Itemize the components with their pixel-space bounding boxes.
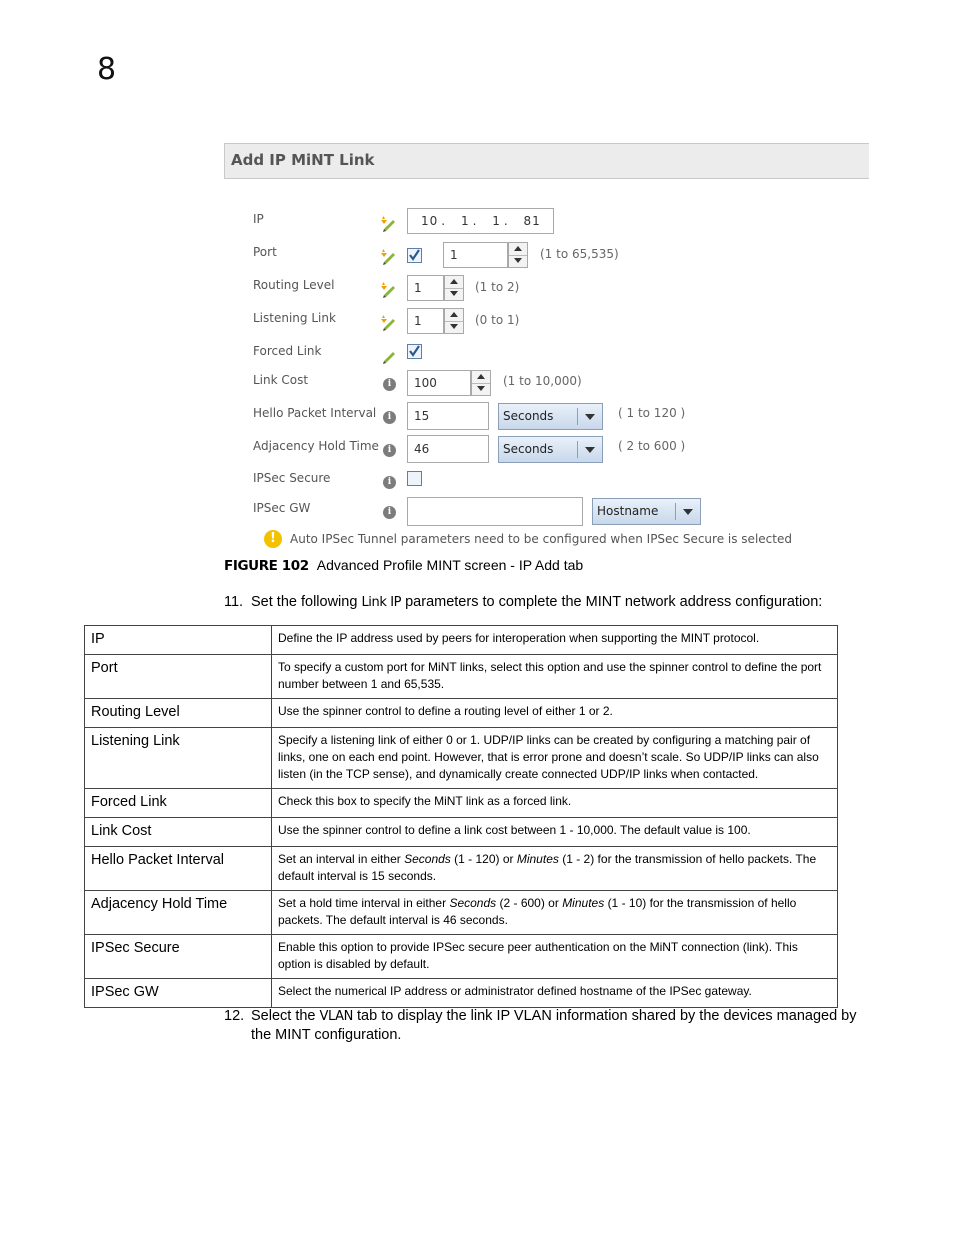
step-text: Select the	[251, 1008, 316, 1024]
adjacency-hold-unit-dropdown[interactable]	[498, 436, 603, 463]
adjacency-hold-time-input[interactable]: 46	[407, 435, 489, 463]
required-pencil-icon	[381, 249, 397, 265]
ip-octet-4[interactable]: 81	[523, 214, 541, 228]
spinner-down-button[interactable]	[445, 321, 463, 333]
step-text-continued: the MINT configuration.	[251, 1027, 402, 1043]
info-icon: i	[383, 411, 396, 424]
forced-link-row	[224, 344, 870, 374]
forced-link-label: Forced Link	[253, 344, 322, 358]
port-checkbox[interactable]	[407, 248, 422, 263]
arrow-down-icon	[514, 258, 522, 263]
step-text: Set the following	[251, 594, 358, 610]
port-row	[224, 245, 870, 275]
routing-level-label: Routing Level	[253, 278, 335, 292]
step-number: 12.	[224, 1008, 245, 1024]
info-icon: i	[383, 378, 396, 391]
listening-link-label: Listening Link	[253, 311, 336, 325]
param-description: Define the IP address used by peers for interoperation when supporting the MINT protocol.	[272, 626, 838, 655]
param-name: IPSec Secure	[85, 935, 272, 979]
table-row	[85, 847, 838, 891]
arrow-up-icon	[514, 246, 522, 251]
port-label: Port	[253, 245, 277, 259]
table-row	[85, 626, 838, 655]
listening-link-range: (0 to 1)	[475, 313, 520, 327]
info-icon: i	[383, 476, 396, 489]
spinner-down-button[interactable]	[509, 255, 527, 267]
table-row	[85, 728, 838, 789]
arrow-down-icon	[450, 324, 458, 329]
param-name: Port	[85, 655, 272, 699]
port-range: (1 to 65,535)	[540, 247, 619, 261]
table-row	[85, 789, 838, 818]
step-12	[224, 1007, 874, 1045]
hello-packet-interval-label: Hello Packet Interval	[253, 406, 377, 420]
param-description: Set a hold time interval in either Seconds (2 - 600) or Minutes (1 - 10) for the transmission of hello packets. The default interval is 46 seconds.	[272, 891, 838, 935]
figure-number: FIGURE 102	[224, 558, 309, 574]
param-description: To specify a custom port for MiNT links, select this option and use the spinner control to define the port number between 1 and 65,535.	[272, 655, 838, 699]
arrow-down-icon	[450, 291, 458, 296]
param-description: Check this box to specify the MiNT link as a forced link.	[272, 789, 838, 818]
step-keyword: Link IP	[361, 595, 402, 610]
ipsec-warning-text: Auto IPSec Tunnel parameters need to be configured when IPSec Secure is selected	[290, 532, 792, 546]
info-icon: i	[383, 506, 396, 519]
listening-link-row	[224, 311, 870, 341]
arrow-down-icon	[477, 386, 485, 391]
warning-icon: !	[264, 530, 282, 548]
ip-row	[224, 212, 870, 242]
param-name: IPSec GW	[85, 979, 272, 1008]
routing-level-input[interactable]: 1	[407, 275, 444, 301]
step-keyword: VLAN	[319, 1009, 353, 1024]
ipsec-secure-label: IPSec Secure	[253, 471, 331, 485]
table-row	[85, 655, 838, 699]
param-description: Select the numerical IP address or administrator defined hostname of the IPSec gateway.	[272, 979, 838, 1008]
ip-address-field[interactable]: 10 . 1 . 1 . 81	[407, 208, 554, 234]
dropdown-value: Seconds	[503, 442, 554, 456]
link-cost-input[interactable]: 100	[407, 370, 471, 396]
step-text: tab to display the link IP VLAN information shared by the devices managed by	[357, 1008, 857, 1024]
ip-label: IP	[253, 212, 264, 226]
step-11	[224, 593, 822, 612]
chapter-number: 8	[97, 52, 117, 87]
info-icon: i	[383, 444, 396, 457]
port-spinner[interactable]	[508, 242, 528, 268]
add-ip-mint-link-panel	[224, 143, 870, 551]
panel-header	[224, 143, 869, 179]
port-input[interactable]: 1	[443, 242, 508, 268]
link-ip-parameters-table	[84, 625, 838, 1008]
param-name: Listening Link	[85, 728, 272, 789]
table-row	[85, 891, 838, 935]
dropdown-separator	[675, 503, 676, 520]
listening-link-spinner[interactable]	[444, 308, 464, 334]
param-name: Hello Packet Interval	[85, 847, 272, 891]
hello-interval-unit-dropdown[interactable]	[498, 403, 603, 430]
param-description: Specify a listening link of either 0 or 1. UDP/IP links can be created by configuring a matching pair of links, one on each end point. However, that is error prone and doesn’t scale. So UDP/IP links can also listen (in the TCP sense), and dynamically create connected UDP/IP links when contacted.	[272, 728, 838, 789]
step-text: parameters to complete the MINT network address configuration:	[405, 594, 823, 610]
param-description: Use the spinner control to define a link cost between 1 - 10,000. The default value is 100.	[272, 818, 838, 847]
dropdown-separator	[577, 441, 578, 458]
link-cost-label: Link Cost	[253, 373, 309, 387]
adjacency-hold-time-range: ( 2 to 600 )	[618, 439, 686, 453]
arrow-up-icon	[450, 279, 458, 284]
hello-packet-interval-input[interactable]: 15	[407, 402, 489, 430]
panel-title: Add IP MiNT Link	[231, 151, 375, 169]
dropdown-value: Seconds	[503, 409, 554, 423]
spinner-down-button[interactable]	[445, 288, 463, 300]
routing-level-spinner[interactable]	[444, 275, 464, 301]
checkmark-icon	[408, 345, 421, 358]
arrow-up-icon	[477, 374, 485, 379]
param-name: Adjacency Hold Time	[85, 891, 272, 935]
forced-link-checkbox[interactable]	[407, 344, 422, 359]
adjacency-hold-time-label: Adjacency Hold Time	[253, 439, 379, 453]
figure-title: Advanced Profile MINT screen - IP Add tab	[316, 557, 584, 573]
figure-caption	[224, 557, 583, 574]
hello-packet-interval-row	[224, 406, 870, 436]
table-row	[85, 979, 838, 1008]
adjacency-hold-time-row	[224, 439, 870, 469]
required-pencil-icon	[381, 315, 397, 331]
dropdown-separator	[577, 408, 578, 425]
param-description: Enable this option to provide IPSec secure peer authentication on the MiNT connection (link). This option is disabled by default.	[272, 935, 838, 979]
param-description: Use the spinner control to define a routing level of either 1 or 2.	[272, 699, 838, 728]
param-name: IP	[85, 626, 272, 655]
param-name: Link Cost	[85, 818, 272, 847]
spinner-down-button[interactable]	[472, 383, 490, 395]
required-pencil-icon	[381, 282, 397, 298]
chevron-down-icon	[585, 414, 595, 420]
link-cost-row	[224, 373, 870, 403]
ip-octet-1[interactable]: 10	[421, 214, 439, 228]
hello-packet-interval-range: ( 1 to 120 )	[618, 406, 686, 420]
ipsec-gw-label: IPSec GW	[253, 501, 311, 515]
ip-octet-3[interactable]: 1	[492, 214, 501, 228]
routing-level-range: (1 to 2)	[475, 280, 520, 294]
param-name: Forced Link	[85, 789, 272, 818]
ipsec-gw-row	[224, 501, 870, 531]
ip-octet-2[interactable]: 1	[460, 214, 470, 228]
step-number: 11.	[224, 594, 244, 610]
table-row	[85, 818, 838, 847]
table-row	[85, 935, 838, 979]
chevron-down-icon	[683, 509, 693, 515]
dropdown-value: Hostname	[597, 504, 659, 518]
ipsec-secure-checkbox[interactable]	[407, 471, 422, 486]
arrow-up-icon	[450, 312, 458, 317]
routing-level-row	[224, 278, 870, 308]
listening-link-input[interactable]: 1	[407, 308, 444, 334]
table-row	[85, 699, 838, 728]
checkmark-icon	[408, 249, 421, 262]
required-pencil-icon	[381, 216, 397, 232]
chevron-down-icon	[585, 447, 595, 453]
pencil-icon	[381, 348, 397, 364]
param-name: Routing Level	[85, 699, 272, 728]
param-description: Set an interval in either Seconds (1 - 120) or Minutes (1 - 2) for the transmission of hello packets. The default interval is 15 seconds.	[272, 847, 838, 891]
ipsec-gw-type-dropdown[interactable]	[592, 498, 701, 525]
link-cost-range: (1 to 10,000)	[503, 374, 582, 388]
ipsec-gw-input[interactable]	[407, 497, 583, 526]
link-cost-spinner[interactable]	[471, 370, 491, 396]
